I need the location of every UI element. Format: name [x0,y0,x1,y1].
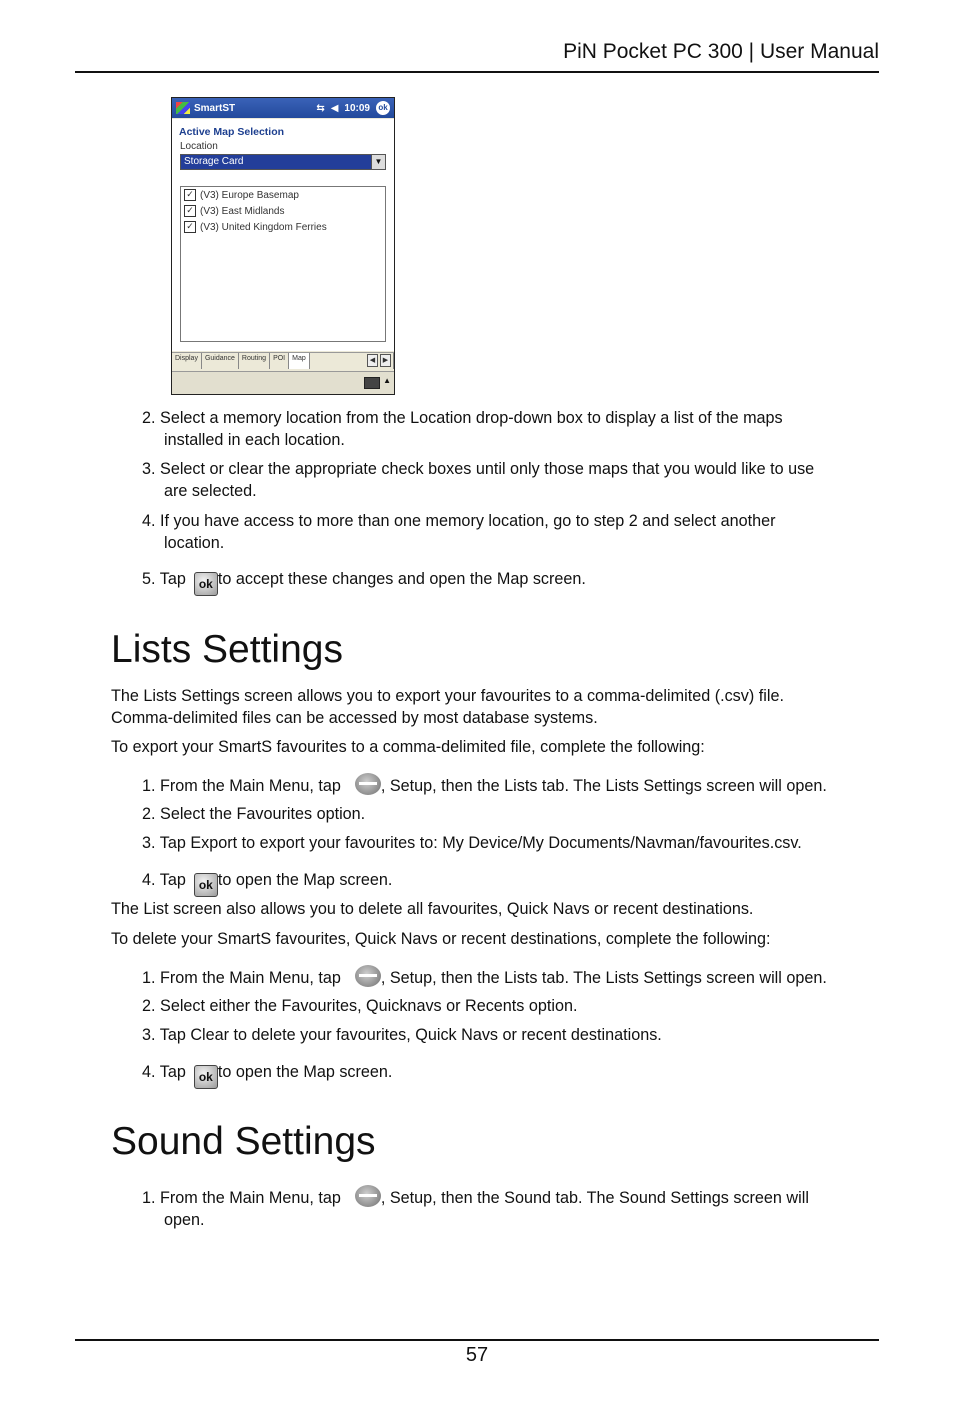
list-item [142,1061,852,1089]
windows-start-icon [176,102,190,114]
step-text-cont: installed in each location. [164,431,345,449]
device-ok-button: ok [376,101,390,115]
list-item [142,832,852,854]
step-text: Select or clear the appropriate check boxes until only those maps that you would like to use [160,460,815,478]
list-item [142,458,852,502]
list-item [142,510,852,554]
step-text: Tap Export to export your favourites to: My Device/My Documents/Navman/favourites.csv. [159,834,802,852]
list-item [142,965,852,989]
device-screenshot [171,97,395,395]
device-map-item [181,187,385,203]
device-map-label: (V3) East Midlands [200,205,285,217]
device-tab-bar [172,352,394,369]
step-text: Select the Favourites option. [160,805,366,823]
checkbox-checked-icon: ✓ [184,205,196,217]
paragraph [111,685,851,729]
step-text: , Setup, then the Lists tab. The Lists Settings screen will open. [380,969,827,987]
step-number: 3. [142,1026,156,1044]
section-heading-sound: Sound Settings [111,1120,376,1163]
device-location-label: Location [180,141,218,152]
device-map-label: (V3) Europe Basemap [200,189,299,201]
chevron-down-icon: ▼ [371,155,385,169]
step-number: 4. [142,871,156,889]
step-text: , Setup, then the Lists tab. The Lists Settings screen will open. [380,777,827,795]
device-tab-active: Map [289,353,310,369]
device-map-label: (V3) United Kingdom Ferries [200,221,327,233]
main-menu-arrow-icon [355,773,381,795]
keyboard-icon [364,377,380,389]
list-item [142,568,852,596]
list-item [142,803,852,825]
device-title-bar [172,98,394,118]
device-tab: POI [270,353,289,369]
step-number: 1. [142,969,156,987]
device-location-value: Storage Card [181,155,371,169]
checkbox-checked-icon: ✓ [184,221,196,233]
step-text-cont: are selected. [164,482,257,500]
device-map-item [181,219,385,235]
section-heading-lists: Lists Settings [111,628,343,671]
step-text: If you have access to more than one memory location, go to step 2 and select another [160,512,776,530]
step-text: From the Main Menu, tap [160,969,341,987]
chevron-right-icon: ▶ [380,354,391,367]
step-text: From the Main Menu, tap [160,777,341,795]
list-item [142,407,852,451]
volume-icon: ◀ [330,102,339,114]
step-text: Select a memory location from the Location drop-down box to display a list of the maps [160,409,783,427]
step-text: Tap Clear to delete your favourites, Quick Navs or recent destinations. [159,1026,662,1044]
device-input-bar [172,371,394,394]
list-item [142,773,852,797]
chevron-left-icon: ◀ [367,354,378,367]
chevron-up-icon: ▲ [383,376,391,385]
checkbox-checked-icon: ✓ [184,189,196,201]
step-number: 3. [142,834,156,852]
list-item [142,1024,852,1046]
step-text-cont: location. [164,534,225,552]
step-number: 2. [142,409,156,427]
device-tab-nav [365,353,394,369]
device-tab: Display [172,353,202,369]
device-tab: Guidance [202,353,239,369]
paragraph-line: The Lists Settings screen allows you to export your favourites to a comma-delimited (.csv) file. [111,687,784,705]
step-text-cont: open. [164,1211,205,1229]
paragraph: To delete your SmartS favourites, Quick Navs or recent destinations, complete the following: [111,930,771,948]
device-map-item [181,203,385,219]
device-screen-title: Active Map Selection [179,126,285,138]
device-map-list [180,186,386,342]
step-number: 1. [142,777,156,795]
step-number: 1. [142,1189,156,1207]
step-number: 4. [142,512,156,530]
main-menu-arrow-icon [355,965,381,987]
step-text: to open the Map screen. [217,1063,393,1081]
device-app-title: SmartST [194,102,236,114]
paragraph: To export your SmartS favourites to a comma-delimited file, complete the following: [111,738,705,756]
step-text: to open the Map screen. [217,871,393,889]
ok-icon: ok [194,873,218,897]
footer-rule [75,1339,879,1341]
device-clock: 10:09 [344,102,370,114]
step-text: Select either the Favourites, Quicknavs or Recents option. [160,997,578,1015]
device-tab: Routing [239,353,270,369]
list-item [142,995,852,1017]
step-text: From the Main Menu, tap [160,1189,341,1207]
step-number: 2. [142,997,156,1015]
page-header: PiN Pocket PC 300 | User Manual [563,40,879,63]
step-number: 3. [142,460,156,478]
header-rule [75,71,879,73]
step-text: Tap [159,570,186,588]
step-text: Tap [159,1063,186,1081]
ok-icon: ok [194,572,218,596]
signal-icon: ⇆ [316,102,325,114]
step-number: 5. [142,570,156,588]
device-location-select [180,154,386,170]
list-item [142,869,852,897]
step-text: Tap [155,871,186,889]
step-text: , Setup, then the Sound tab. The Sound Settings screen will [380,1189,809,1207]
step-number: 4. [142,1063,156,1081]
page-number: 57 [465,1344,489,1366]
ok-icon: ok [194,1065,218,1089]
paragraph: The List screen also allows you to delete all favourites, Quick Navs or recent destinations. [111,900,754,918]
paragraph-line: Comma-delimited files can be accessed by most database systems. [111,709,598,727]
step-text: to accept these changes and open the Map screen. [217,570,586,588]
step-number: 2. [142,805,156,823]
list-item [142,1185,852,1231]
main-menu-arrow-icon [355,1185,381,1207]
